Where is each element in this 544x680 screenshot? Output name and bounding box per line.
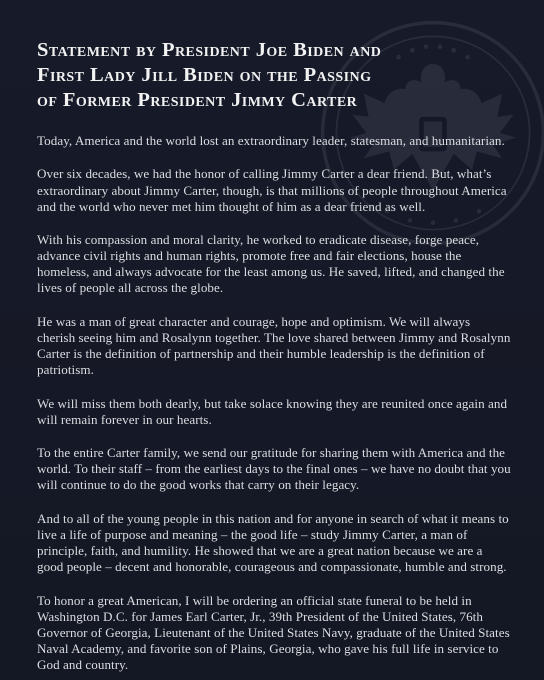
title-line: of Former President Jimmy Carter [37,89,358,111]
statement-paragraph: With his compassion and moral clarity, he worked to eradicate disease, forge peace, advance civil rights and human rights, promote free and fair elections, house the homeless, and always advocate for the least among us. He saved, lifted, and changed the lives of people all across the globe. [37,232,505,296]
title-line: First Lady Jill Biden on the Passing [37,64,372,86]
statement-paragraph: Over six decades, we had the honor of calling Jimmy Carter a dear friend. But, what’s extraordinary about Jimmy Carter, though, is that millions of people throughout America and the world who never met him thought of him as a dear friend as well. [37,166,507,214]
statement-paragraph: To honor a great American, I will be ordering an official state funeral to be held in Washington D.C. for James Earl Carter, Jr., 39th President of the United States, 76th Governor of Georgia, Lieutenant of the United States Navy, graduate of the United States Naval Academy, and favorite son of Plains, Georgia, who gave his full life in service to God and country. [37,592,510,673]
statement-paragraph: We will miss them both dearly, but take solace knowing they are reunited once again and will remain forever in our hearts. [37,395,508,427]
statement-content [37,38,511,680]
statement-paragraph: And to all of the young people in this nation and for anyone in search of what it means to live a life of purpose and meaning – the good life – study Jimmy Carter, a man of principle, faith, and humility. He showed that we are a great nation because we are a good people – decent and honorable, courageous and compassionate, humble and strong. [37,510,509,575]
statement-title [37,38,511,113]
statement-paragraph: Today, America and the world lost an extraordinary leader, statesman, and humanitarian. [37,133,505,148]
statement-paragraph: To the entire Carter family, we send our gratitude for sharing them with America and the world. To their staff – from the earliest days to the final ones – we have no doubt that you will continue to do the good works that carry on their legacy. [37,445,511,493]
statement-paragraph: He was a man of great character and courage, hope and optimism. We will always cherish seeing him and Rosalynn together. The love shared between Jimmy and Rosalynn Carter is the definition of partnership and their humble leadership is the definition of patriotism. [37,313,511,378]
title-line: Statement by President Joe Biden and [37,39,382,61]
